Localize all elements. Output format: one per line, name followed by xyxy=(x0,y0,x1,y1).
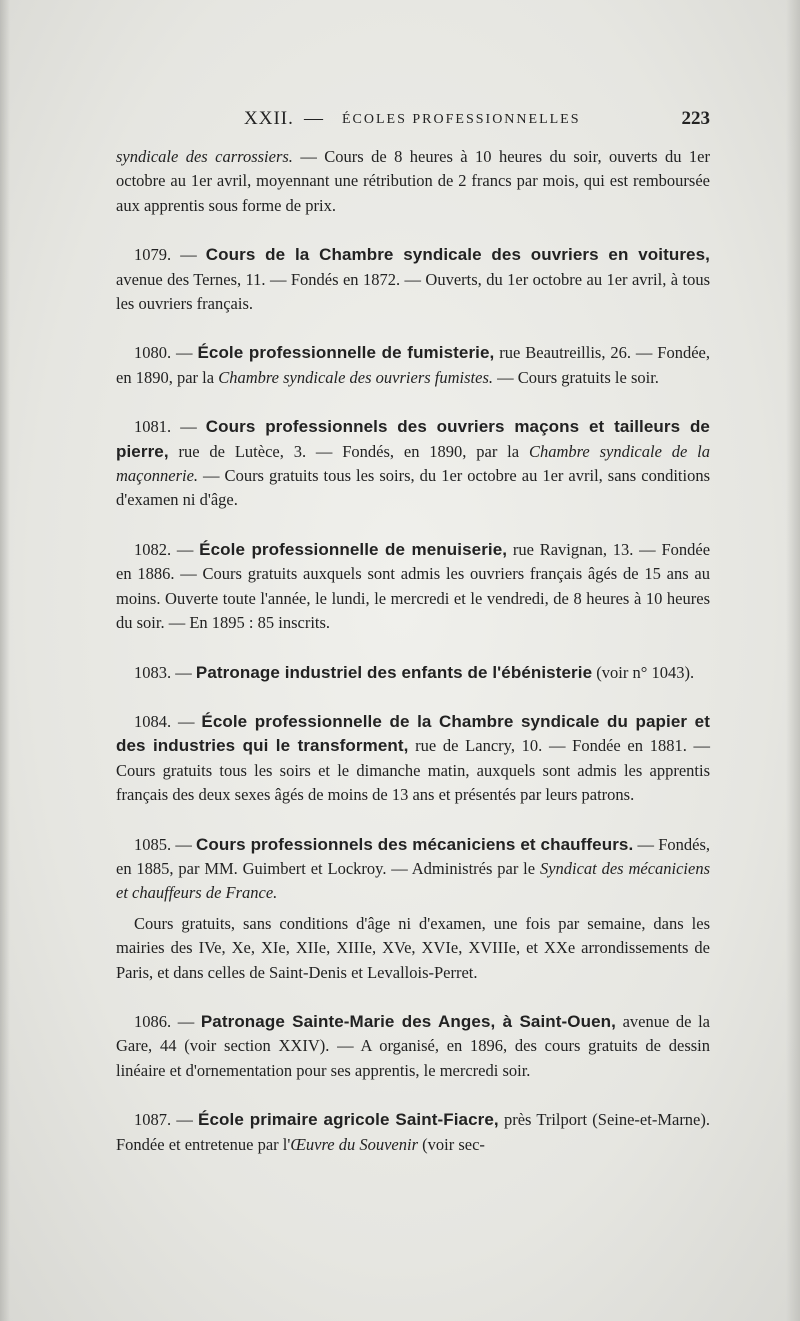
entry-text: Cours gratuits, sans conditions d'âge ni d'examen, une fois par semaine, dans les mairies des IVe, Xe, XIe, XIIe, XIIIe, XVe, XVIe, XVIIIe, et XXe arrondissements de Paris, et dans celles de Saint-Denis et Levallois-Perret. xyxy=(116,913,710,982)
entry-heading: Cours de la Chambre syndicale des ouvriers en voitures, xyxy=(205,245,710,265)
intro-italic: syndicale des carrossiers. xyxy=(116,147,293,166)
entry-heading: École primaire agricole Saint-Fiacre, xyxy=(198,1110,499,1130)
entry-text: rue Ravignan, 13. — Fondée en 1886. — Cours gratuits auxquels sont admis les ouvriers français âgés de 15 ans au moins. Ouverte toute l'année, le lundi, le mercredi et le vendredi, de 8 heures à 10 heures du soir. — En 1895 : 85 inscrits. xyxy=(116,539,711,633)
entry-heading: Cours professionnels des mécaniciens et chauffeurs. xyxy=(196,834,634,854)
entry-text-tail: (voir sec- xyxy=(418,1134,485,1154)
entry-text-tail: — Cours gratuits le soir. xyxy=(493,367,659,387)
entry-text: près Trilport (Seine-et-Marne). Fondée et entretenue par l' xyxy=(116,1110,711,1154)
entry-heading: École professionnelle de fumisterie, xyxy=(197,343,495,363)
header-dash: — xyxy=(304,108,323,129)
entry-text: — Fondés, en 1885, par MM. Guimbert et Lockroy. — Administrés par le xyxy=(116,834,711,878)
entry-1080 xyxy=(116,341,710,390)
page-edge-right xyxy=(786,0,800,1321)
entry-1084 xyxy=(116,710,710,808)
intro-text: — Cours de 8 heures à 10 heures du soir, ouverts du 1er octobre au 1er avril, moyennant une rétribution de 2 francs par mois, qui est remboursée aux apprentis sous forme de prix. xyxy=(116,147,710,215)
page-number: 223 xyxy=(681,108,710,129)
entry-1079 xyxy=(116,243,710,316)
entry-number: 1081. — xyxy=(134,417,206,437)
chapter-number: XXII. xyxy=(244,108,294,129)
entry-text: rue de Lancry, 10. — Fondée en 1881. — Cours gratuits tous les soirs et le dimanche matin, auxquels sont admis les apprentis français des deux sexes âgés de moins de 13 ans et présentés par leurs patrons. xyxy=(116,736,711,805)
entry-italic: Chambre syndicale de la maçonnerie. xyxy=(116,441,710,486)
entry-number: 1079. — xyxy=(134,245,206,265)
entry-1083 xyxy=(116,661,710,685)
entry-1085-continuation xyxy=(116,912,710,985)
entry-number: 1082. — xyxy=(134,539,200,559)
entry-text: rue Beautreillis, 26. — Fondée, en 1890, par la xyxy=(116,343,711,387)
intro-paragraph xyxy=(116,145,710,218)
entry-1085 xyxy=(116,833,710,906)
page-edge-left xyxy=(0,0,10,1321)
entry-italic: Chambre syndicale des ouvriers fumistes. xyxy=(218,367,493,387)
entry-italic: Œuvre du Souvenir xyxy=(290,1134,419,1154)
entry-1081 xyxy=(116,415,710,513)
entry-text: avenue de la Gare, 44 (voir section XXIV). — A organisé, en 1896, des cours gratuits de dessin linéaire et d'ornementation pour ses apprentis, le mercredi soir. xyxy=(116,1011,711,1080)
entry-number: 1083. — xyxy=(134,662,196,682)
entry-number: 1086. — xyxy=(134,1011,201,1031)
entry-1082 xyxy=(116,538,710,636)
entry-heading: École professionnelle de menuiserie, xyxy=(199,539,508,559)
running-title: ÉCOLES PROFESSIONNELLES xyxy=(342,112,581,127)
entry-number: 1087. — xyxy=(134,1110,199,1130)
entry-text: rue de Lutèce, 3. — Fondés, en 1890, par la xyxy=(168,441,529,461)
entry-heading: Cours professionnels des ouvriers maçons et tailleurs de pierre, xyxy=(116,417,710,461)
entry-number: 1084. — xyxy=(134,711,202,731)
entry-text: avenue des Ternes, 11. — Fondés en 1872. — Ouverts, du 1er octobre au 1er avril, à tous les ouvriers français. xyxy=(116,269,710,314)
entry-1086 xyxy=(116,1010,710,1083)
running-header xyxy=(116,108,710,138)
entry-number: 1085. — xyxy=(134,834,197,854)
entry-text: (voir n° 1043). xyxy=(592,662,695,682)
entry-1087 xyxy=(116,1108,710,1157)
entry-text-tail: — Cours gratuits tous les soirs, du 1er octobre au 1er avril, sans conditions d'examen ni d'âge. xyxy=(116,466,710,510)
entry-heading: École professionnelle de la Chambre syndicale du papier et des industries qui le transforment, xyxy=(116,711,710,756)
entry-number: 1080. — xyxy=(134,343,198,363)
entry-heading: Patronage Sainte-Marie des Anges, à Saint-Ouen, xyxy=(200,1011,616,1031)
entry-heading: Patronage industriel des enfants de l'ébénisterie xyxy=(195,662,593,682)
entry-italic: Syndicat des mécaniciens et chauffeurs de France. xyxy=(116,858,711,903)
page-body xyxy=(116,145,710,1157)
